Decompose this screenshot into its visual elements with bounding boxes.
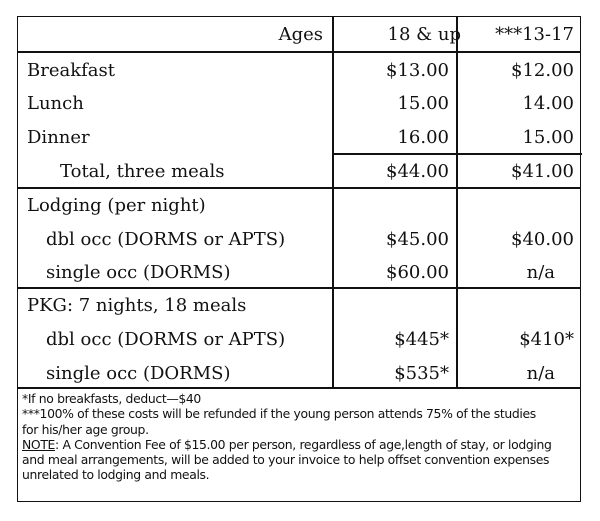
total-label: Total, three meals (60, 161, 225, 182)
col-youth-header: ***13-17 (495, 24, 574, 45)
lodging-adult-price: $45.00 (386, 229, 449, 250)
package-youth-price: $410* (519, 329, 574, 350)
meal-label: Breakfast (27, 60, 115, 81)
package-adult-price: $445* (394, 329, 449, 350)
convention-fee-note (22, 437, 578, 452)
convention-fee-note-line: and meal arrangements, will be added to your invoice to help offset convention expenses (22, 452, 550, 468)
meal-youth-price: 14.00 (522, 93, 574, 114)
lodging-adult-price: $60.00 (386, 262, 449, 283)
row-divider (18, 287, 580, 289)
package-adult-price: $535* (394, 363, 449, 384)
meal-adult-price: 15.00 (397, 93, 449, 114)
refund-note-line: for his/her age group. (22, 421, 149, 437)
price-table (17, 16, 581, 502)
note-label: NOTE (22, 436, 56, 452)
footnotes (18, 389, 582, 483)
package-title: PKG: 7 nights, 18 meals (27, 295, 247, 316)
package-label: single occ (DORMS) (46, 363, 231, 384)
refund-note-line: ***100% of these costs will be refunded if the young person attends 75% of the studies (22, 406, 536, 422)
note-text: : A Convention Fee of $15.00 per person, regardless of age,length of stay, or lodging (55, 436, 552, 452)
ages-label: Ages (278, 24, 323, 45)
row-divider (18, 187, 580, 189)
package-youth-price: n/a (526, 363, 555, 384)
meal-youth-price: $12.00 (511, 60, 574, 81)
meal-label: Lunch (27, 93, 84, 114)
row-divider (18, 51, 580, 53)
lodging-title: Lodging (per night) (27, 195, 206, 216)
meal-label: Dinner (27, 127, 90, 148)
lodging-label: single occ (DORMS) (46, 262, 231, 283)
row-divider (332, 153, 582, 155)
lodging-youth-price: n/a (526, 262, 555, 283)
meal-adult-price: $13.00 (386, 60, 449, 81)
total-youth-price: $41.00 (511, 161, 574, 182)
lodging-youth-price: $40.00 (511, 229, 574, 250)
package-label: dbl occ (DORMS or APTS) (46, 329, 286, 350)
breakfast-note: *If no breakfasts, deduct—$40 (22, 391, 201, 406)
meal-adult-price: 16.00 (397, 127, 449, 148)
lodging-label: dbl occ (DORMS or APTS) (46, 229, 286, 250)
convention-fee-note-line: unrelated to lodging and meals. (22, 467, 210, 483)
total-adult-price: $44.00 (386, 161, 449, 182)
col-adult-header: 18 & up (387, 24, 461, 45)
meal-youth-price: 15.00 (522, 127, 574, 148)
